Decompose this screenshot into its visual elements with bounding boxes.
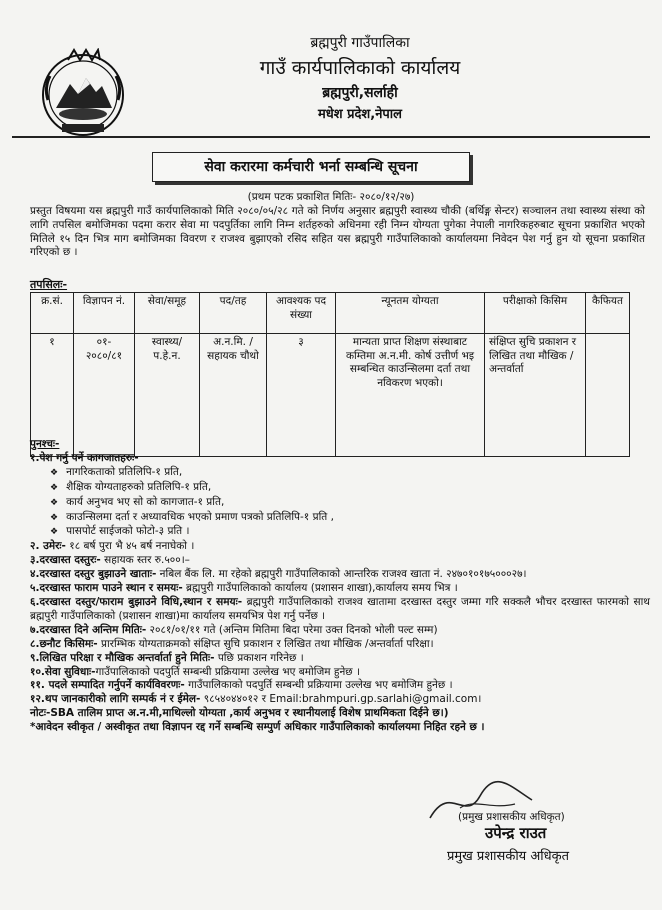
note-label: ८.छनौट किसिमः- xyxy=(30,637,98,650)
table-header-row xyxy=(31,293,630,334)
note-label: ७.दरखास्त दिने अन्तिम मितिः- xyxy=(30,623,147,636)
note-label: ११. पदले सम्पादित गर्नुपर्ने कार्यविवरणः- xyxy=(30,679,185,692)
note-label: १०.सेवा सुविधाः- xyxy=(30,665,96,678)
note-text: ९८५४०४४०१२ र Email:brahmpuri.gp.sarlahi@gmail.com। xyxy=(200,693,482,706)
table-label: तपसिलः- xyxy=(30,278,68,291)
note-text: ब्रह्मपुरी गाउँपालिकाको कार्यालय (प्रशासन शाखा),कार्यालय समय भित्र । xyxy=(182,582,458,595)
list-item: ❖ नागरिकताको प्रतिलिपि-१ प्रति, xyxy=(30,466,650,481)
header-divider xyxy=(12,136,650,138)
cell-adv: ०१- २०८०/८१ xyxy=(74,334,135,457)
signatory-role-paren: (प्रमुख प्रशासकीय अधिकृत) xyxy=(458,811,565,823)
col-count: आवश्यक पद संख्या xyxy=(267,293,336,334)
note-benefits xyxy=(30,666,650,680)
notice-title: सेवा करारमा कर्मचारी भर्ना सम्बन्धि सूचना xyxy=(152,152,470,182)
note-selection xyxy=(30,638,650,652)
cell-sn: १ xyxy=(31,334,74,457)
cell-count: ३ xyxy=(267,334,336,457)
list-item: ❖ कार्य अनुभव भए सो को कागजात-१ प्रति, xyxy=(30,496,650,511)
note-text: गाउँपालिकाको पदपुर्ति सम्बन्धी प्रक्रियामा उल्लेख भए बमोजिम हुनेछ । xyxy=(95,665,360,678)
note-form-place xyxy=(30,582,650,596)
note-text: १८ बर्ष पुरा भै ४५ बर्ष ननाघेको । xyxy=(65,540,195,553)
cell-exam: संक्षिप्त सुचि प्रकाशन र लिखित तथा मौखिक /अन्तर्वार्ता xyxy=(485,334,586,457)
note-text: २०८१/०१/११ गते (अन्तिम मितिमा बिदा परेमा उक्त दिनको भोली पल्ट सम्म) xyxy=(146,623,438,636)
note-label: ३.दरखास्त दस्तुरः- xyxy=(30,554,101,567)
note-age xyxy=(30,540,650,554)
note-priority: नोटः-SBA तालिम प्राप्त अ.न.मी,माथिल्लो योग्यता ,कार्य अनुभव र स्थानीयलाई विशेष प्राथमिकता दिईने छ।) xyxy=(30,707,449,720)
note-deadline xyxy=(30,624,650,638)
note-submit-method xyxy=(30,596,650,624)
col-qual: न्यूनतम योग्यता xyxy=(336,293,485,334)
note-text: पछि प्रकाशन गरिनेछ । xyxy=(214,651,304,664)
cell-post: अ.न.मि. /सहायक चौथो xyxy=(200,334,267,457)
note-job-description xyxy=(30,679,650,693)
note-text: प्रारम्भिक योग्यताक्रमको संक्षिप्त सुचि प्रकाशन र लिखित तथा मौखिक /अन्तर्वार्ता परिक्षा। xyxy=(97,637,434,650)
note-fee xyxy=(30,554,650,568)
note-text: नबिल बैंक लि. मा रहेको ब्रह्मपुरी गाउँपालिकाको आन्तरिक राजश्व खाता नं. २४७०१०१७५०००२७। xyxy=(156,568,527,581)
first-published-date: (प्रथम पटक प्रकाशित मितिः- २०८०/१२/२७) xyxy=(247,191,415,203)
notes-heading: पुनश्चः- xyxy=(30,438,60,450)
col-post: पद/तह xyxy=(200,293,267,334)
municipality-name: ब्रह्मपुरी गाउँपालिका xyxy=(310,35,410,51)
signatory-role: प्रमुख प्रशासकीय अधिकृत xyxy=(447,849,570,864)
note-contact xyxy=(30,693,650,707)
intro-paragraph: प्रस्तुत विषयमा यस ब्रह्मपुरी गाउँ कार्यपालिकाको मिति २०८०/०५/२८ गते को निर्णय अनुसार ब्रह्मपुरी स्वास्थ्य चौकी (बर्थिङ्ग सेन्टर) सञ्चालन तथा स्वास्थ्य संस्था को लागि तपसिल बमोजिमका पदमा करार सेवा मा पदपुर्तिका लागि निम्न शर्तहरुको अधिनमा रही निम्न योग्यता पुगेका नेपाली नागरिकहरुबाट सूचना प्रकाशित भएको मितिले १५ दिन भित्र माग बमोजिमका विवरण र राजश्व बुझाएको रसिद सहित यस ब्रह्मपुरी गाउँपालिकाको कार्यालयमा निवेदन पेश गर्नु हुन यो सूचना प्रकाशित गरिएको छ । xyxy=(30,205,645,259)
col-sn: क्र.सं. xyxy=(31,293,74,334)
note-text: सहायक स्तर रु.५००।– xyxy=(100,554,190,567)
col-remark: कैफियत xyxy=(586,293,630,334)
cell-qual: मान्यता प्राप्त शिक्षण संस्थाबाट कम्तिमा अ.न.मी. कोर्ष उत्तीर्ण भइ सम्बन्धित काउन्सिलमा दर्ता तथा नविकरण भएको। xyxy=(336,334,485,457)
note-label: ५.दरखास्त फाराम पाउने स्थान र समयः- xyxy=(30,582,183,595)
note-label: ९.लिखित परिक्षा र मौखिक अन्तर्वार्ता हुने मितिः- xyxy=(30,651,215,664)
note-account xyxy=(30,568,650,582)
cell-service: स्वास्थ्य/ प.हे.न. xyxy=(135,334,200,457)
notes-section xyxy=(30,438,650,735)
note-label: ४.दरखास्त दस्तुर बुझाउने खाताः- xyxy=(30,568,157,581)
note-exam-date xyxy=(30,652,650,666)
note-label: १२.थप जानकारीको लागि सम्पर्क नं र ईमेल- xyxy=(30,693,201,706)
col-exam: परीक्षाको किसिम xyxy=(485,293,586,334)
office-name: गाउँ कार्यपालिकाको कार्यालय xyxy=(259,57,461,79)
office-location: ब्रह्मपुरी,सर्लाही xyxy=(322,85,398,101)
note-text: ब्रह्मपुरी गाउँपालिकाको राजश्व खातामा दरखास्त दस्तुर जम्मा गरि सक्कलै भौचर दरखास्त फारमको साथ ब्रह्मपुरी गाउँपालिकाको (प्रशासन शाखा)मा कार्यालय समयभित्र पेश गर्नु पर्नेछ । xyxy=(30,595,651,622)
nepal-emblem-logo xyxy=(38,48,128,138)
docs-title: १.पेश गर्नु पर्ने कागजातहरुः- xyxy=(30,451,139,464)
list-item: ❖ शैक्षिक योग्यताहरुको प्रतिलिपि-१ प्रति, xyxy=(30,481,650,496)
list-item: ❖ पासपोर्ट साईजको फोटो-३ प्रति । xyxy=(30,525,650,540)
note-text: गाउँपालिकाको पदपुर्ति सम्बन्धी प्रक्रियामा उल्लेख भए बमोजिम हुनेछ । xyxy=(184,679,453,692)
province-country: मधेश प्रदेश,नेपाल xyxy=(318,107,402,122)
note-label: २. उमेरः- xyxy=(30,540,66,553)
col-service: सेवा/समूह xyxy=(135,293,200,334)
signatory-name: उपेन्द्र राउत xyxy=(485,824,547,842)
col-adv: विज्ञापन नं. xyxy=(74,293,135,334)
note-label: ६.दरखास्त दस्तुर/फाराम बुझाउने विधि,स्थान र समयः- xyxy=(30,595,243,608)
list-item: ❖ काउन्सिलमा दर्ता र अध्यावधिक भएको प्रमाण पत्रको प्रतिलिपि-१ प्रति , xyxy=(30,511,650,526)
vacancy-table xyxy=(30,292,630,457)
note-rights: *आवेदन स्वीकृत / अस्वीकृत तथा विज्ञापन रद्द गर्ने सम्बन्धि सम्पुर्ण अधिकार गाउँपालिकाको कार्यालयमा निहित रहने छ । xyxy=(30,721,485,734)
